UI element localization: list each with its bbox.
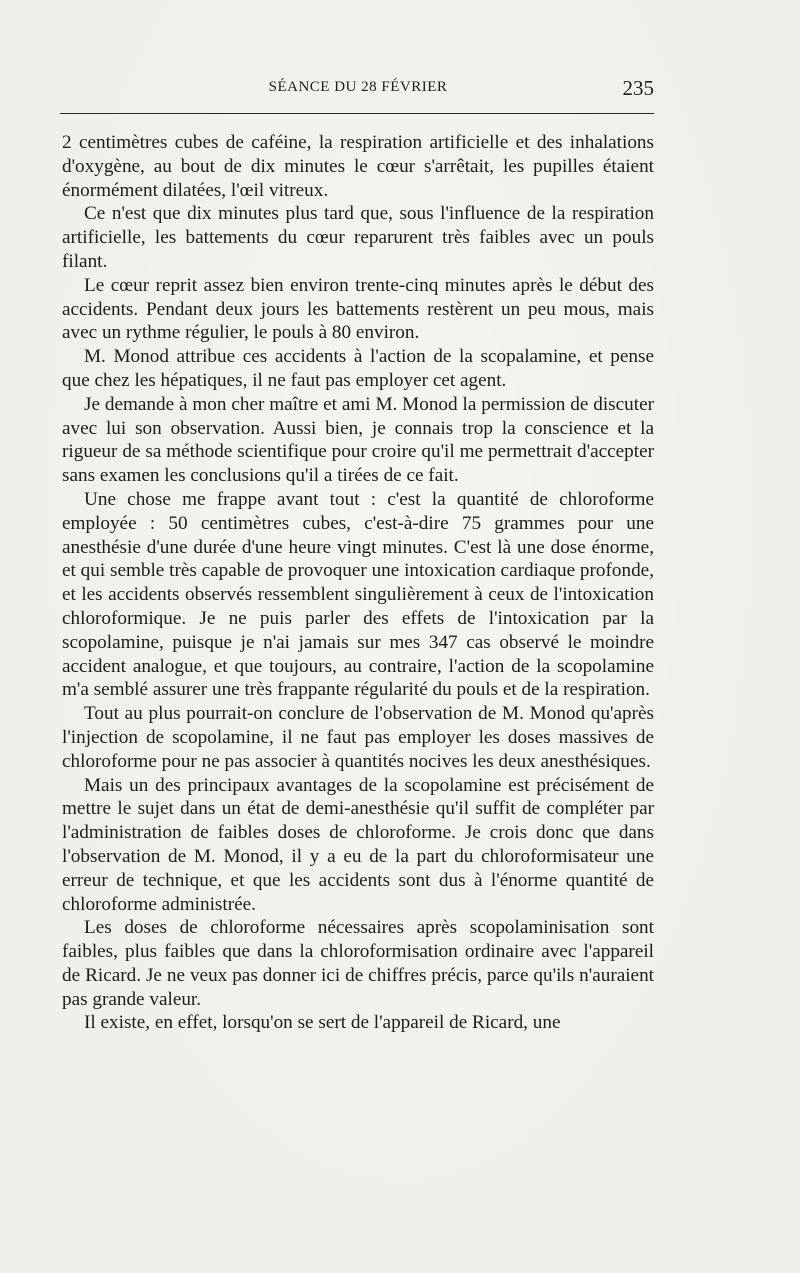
paragraph: Le cœur reprit assez bien environ trente-cinq minutes après le début des accidents. Pendant deux jours les battements restèrent un peu mous, mais avec un rythme régulier, le pouls à 80 environ. xyxy=(62,274,654,344)
paragraph: Mais un des principaux avantages de la scopolamine est précisément de mettre le sujet dans un état de demi-anesthésie qu'il suffit de compléter par l'administration de faibles doses de chloroforme. Je crois donc que dans l'observation de M. Monod, il y a eu de la part du chloroformisateur une erreur de technique, et que les accidents sont dus à l'énorme quantité de chloroforme administrée. xyxy=(62,774,654,915)
paragraph: Une chose me frappe avant tout : c'est la quantité de chloroforme employée : 50 centimètres cubes, c'est-à-dire 75 grammes pour une anesthésie d'une durée d'une heure vingt minutes. C'est là une dose énorme, et qui semble très capable de provoquer une intoxication cardiaque profonde, et les accidents observés ressemblent singulièrement à ceux de l'intoxication chloroformique. Je ne puis parler des effets de l'intoxication par la scopolamine, puisque je n'ai jamais sur mes 347 cas observé le moindre accident analogue, et que toujours, au contraire, l'action de la scopolamine m'a semblé assurer une très frappante régularité du pouls et de la respiration. xyxy=(62,488,654,701)
paragraph-continuation: 2 centimètres cubes de caféine, la respiration artificielle et des inhalations d'oxygène, au bout de dix minutes le cœur s'arrêtait, les pupilles étaient énormément dilatées, l'œil vitreux. xyxy=(62,132,654,201)
paragraph: M. Monod attribue ces accidents à l'action de la scopalamine, et pense que chez les hépatiques, il ne faut pas employer cet agent. xyxy=(62,346,654,391)
paragraph: Il existe, en effet, lorsqu'on se sert de l'appareil de Ricard, une xyxy=(84,1012,561,1034)
body-text xyxy=(62,131,654,1035)
header-rule xyxy=(60,113,654,114)
page-number: 235 xyxy=(622,76,654,100)
paragraph: Tout au plus pourrait-on conclure de l'observation de M. Monod qu'après l'injection de scopolamine, il ne faut pas employer les doses massives de chloroforme pour ne pas associer à quantités nocives les deux anesthésiques. xyxy=(62,703,654,772)
running-head-title: SÉANCE DU 28 FÉVRIER xyxy=(268,79,448,95)
running-head xyxy=(62,76,654,101)
paragraph: Je demande à mon cher maître et ami M. Monod la permission de discuter avec lui son observation. Aussi bien, je connais trop la conscience et la rigueur de sa méthode scientifique pour croire qu'il me permettrait d'accepter sans examen les conclusions qu'il a tirées de ce fait. xyxy=(62,393,654,487)
paragraph: Ce n'est que dix minutes plus tard que, sous l'influence de la respiration artificielle, les battements du cœur reparurent très faibles avec un pouls filant. xyxy=(62,203,654,272)
paragraph: Les doses de chloroforme nécessaires après scopolaminisation sont faibles, plus faibles que dans la chloroformisation ordinaire avec l'appareil de Ricard. Je ne veux pas donner ici de chiffres précis, parce qu'ils n'auraient pas grande valeur. xyxy=(62,917,654,1010)
